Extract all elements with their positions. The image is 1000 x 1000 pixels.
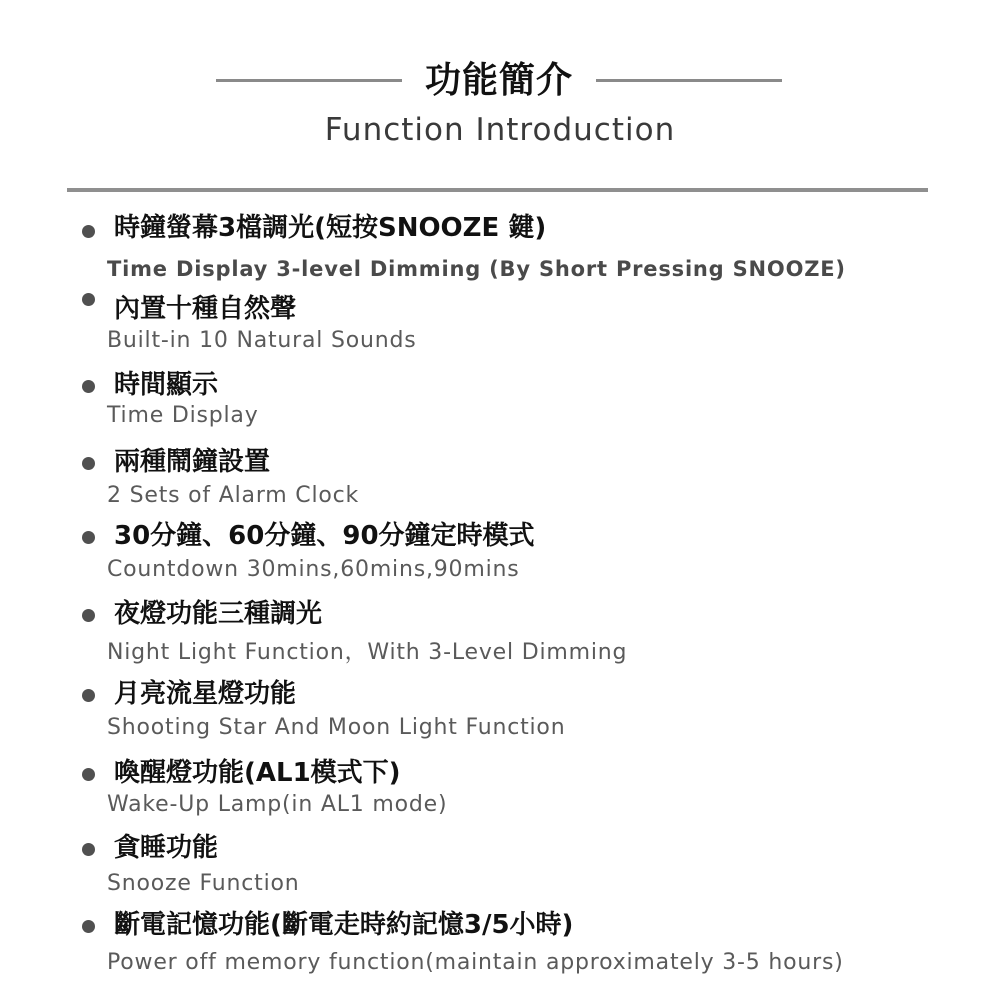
feature-title-cn: 時間顯示: [114, 370, 219, 400]
feature-desc-en: Wake-Up Lamp(in AL1 mode): [107, 792, 448, 817]
feature-title-cn: 喚醒燈功能(AL1模式下): [114, 758, 401, 788]
feature-item-natural-sounds: [0, 288, 1000, 366]
bullet-icon: [82, 920, 95, 933]
section-title-en: Function Introduction: [324, 112, 676, 148]
feature-title-cn: 時鐘螢幕3檔調光(短按SNOOZE 鍵): [114, 213, 547, 243]
feature-desc-en: Snooze Function: [107, 871, 300, 896]
bullet-icon: [82, 380, 95, 393]
feature-item-alarm: [0, 441, 1000, 519]
feature-desc-en: 2 Sets of Alarm Clock: [107, 483, 360, 508]
bullet-icon: [82, 225, 95, 238]
feature-item-moon-light: [0, 673, 1000, 751]
bullet-icon: [82, 531, 95, 544]
bullet-icon: [82, 768, 95, 781]
feature-item-wake-up-lamp: [0, 752, 1000, 830]
bullet-icon: [82, 843, 95, 856]
feature-item-night-light: [0, 593, 1000, 671]
feature-desc-en: Time Display: [107, 403, 259, 428]
feature-item-countdown: [0, 515, 1000, 593]
feature-desc-en: Time Display 3-level Dimming (By Short Pressing SNOOZE): [107, 257, 846, 281]
feature-item-power-off-memory: [0, 904, 1000, 982]
feature-item-dimming: [0, 207, 1000, 285]
feature-desc-en: Built-in 10 Natural Sounds: [107, 328, 417, 353]
feature-desc-en: Night Light Function，With 3-Level Dimming: [107, 640, 628, 665]
feature-item-snooze: [0, 827, 1000, 905]
feature-title-cn: 貪睡功能: [114, 833, 219, 863]
bullet-icon: [82, 689, 95, 702]
bullet-icon: [82, 457, 95, 470]
feature-title-cn: 月亮流星燈功能: [114, 679, 297, 709]
feature-title-cn: 夜燈功能三種調光: [114, 599, 323, 629]
feature-desc-en: Countdown 30mins,60mins,90mins: [107, 557, 520, 582]
section-title-cn: 功能簡介: [424, 60, 573, 101]
bullet-icon: [82, 293, 95, 306]
bullet-icon: [82, 609, 95, 622]
feature-title-cn: 30分鐘、60分鐘、90分鐘定時模式: [114, 521, 535, 551]
feature-title-cn: 內置十種自然聲: [114, 294, 297, 324]
feature-title-cn: 斷電記憶功能(斷電走時約記憶3/5小時): [114, 910, 574, 940]
feature-title-cn: 兩種鬧鐘設置: [114, 447, 271, 477]
feature-desc-en: Shooting Star And Moon Light Function: [107, 715, 566, 740]
feature-desc-en: Power off memory function(maintain approximately 3-5 hours): [107, 950, 844, 975]
feature-item-time-display: [0, 364, 1000, 442]
